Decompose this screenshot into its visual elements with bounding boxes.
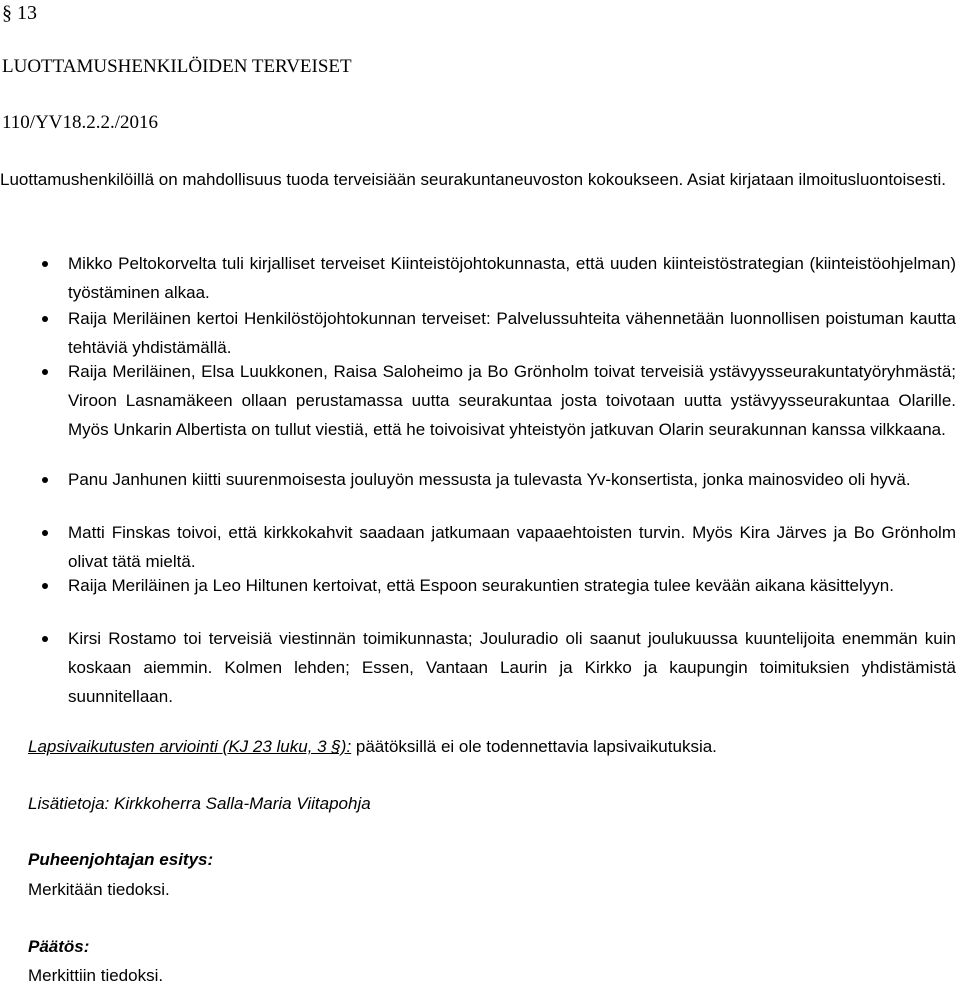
list-item: Matti Finskas toivoi, että kirkkokahvit saadaan jatkumaan vapaaehtoisten turvin. Myös Kira Järves ja Bo Grönholm olivat tätä mieltä. [68, 518, 956, 576]
list-item: Panu Janhunen kiitti suurenmoisesta jouluyön messusta ja tulevasta Yv-konsertista, jonka mainosvideo oli hyvä. [68, 465, 956, 494]
section-heading [2, 0, 37, 26]
section-number: 13 [17, 2, 37, 24]
list-item: Raija Meriläinen, Elsa Luukkonen, Raisa Saloheimo ja Bo Grönholm toivat terveisiä ystävyysseurakuntatyöryhmästä; Viroon Lasnamäkeen ollaan perustamassa uutta seurakuntaa josta toivotaan uutta ystävyysseurakuntaa Olarille. Myös Unkarin Albertista on tullut viestiä, että he toivoisivat yhteistyön jatkuvan Olarin seurakunnan kanssa vilkkaana. [68, 357, 956, 444]
list-item: Mikko Peltokorvelta tuli kirjalliset terveiset Kiinteistöjohtokunnasta, että uuden kiinteistöstrategian (kiinteistöohjelman) työstäminen alkaa. [68, 249, 956, 307]
bullet-icon [42, 261, 48, 267]
decision-label: Päätös: [28, 937, 90, 956]
child-impact-assessment [28, 735, 717, 759]
proposal-text: Merkitään tiedoksi. [28, 880, 170, 899]
section-symbol: § [2, 2, 12, 24]
child-impact-text: päätöksillä ei ole todennettavia lapsivaikutuksia. [351, 737, 717, 756]
list-item: Kirsi Rostamo toi terveisiä viestinnän toimikunnasta; Jouluradio oli saanut joulukuussa kuuntelijoita enemmän kuin koskaan aiemmin. Kolmen lehden; Essen, Vantaan Laurin ja Kirkko ja kaupungin toimituksien yhdistämistä suunnitellaan. [68, 624, 956, 711]
proposal-label: Puheenjohtajan esitys: [28, 850, 214, 869]
bullet-icon [42, 477, 48, 483]
bullet-icon [42, 316, 48, 322]
bullet-icon [42, 530, 48, 536]
bullet-icon [42, 583, 48, 589]
list-item: Raija Meriläinen ja Leo Hiltunen kertoivat, että Espoon seurakuntien strategia tulee kevään aikana käsittelyyn. [68, 571, 956, 600]
decision-text: Merkittiin tiedoksi. [28, 966, 164, 985]
child-impact-label: Lapsivaikutusten arviointi (KJ 23 luku, 3 §): [28, 737, 352, 756]
more-info: Lisätietoja: Kirkkoherra Salla-Maria Viitapohja [28, 794, 371, 813]
intro-paragraph: Luottamushenkilöillä on mahdollisuus tuoda terveisiään seurakuntaneuvoston kokoukseen. Asiat kirjataan ilmoitusluontoisesti. [0, 170, 946, 189]
list-item: Raija Meriläinen kertoi Henkilöstöjohtokunnan terveiset: Palvelussuhteita vähennetään luonnollisen poistuman kautta tehtäviä yhdistämällä. [68, 304, 956, 362]
bullet-icon [42, 369, 48, 375]
reference-number: 110/YV18.2.2./2016 [2, 112, 159, 133]
document-title: LUOTTAMUSHENKILÖIDEN TERVEISET [2, 56, 352, 77]
bullet-icon [42, 636, 48, 642]
